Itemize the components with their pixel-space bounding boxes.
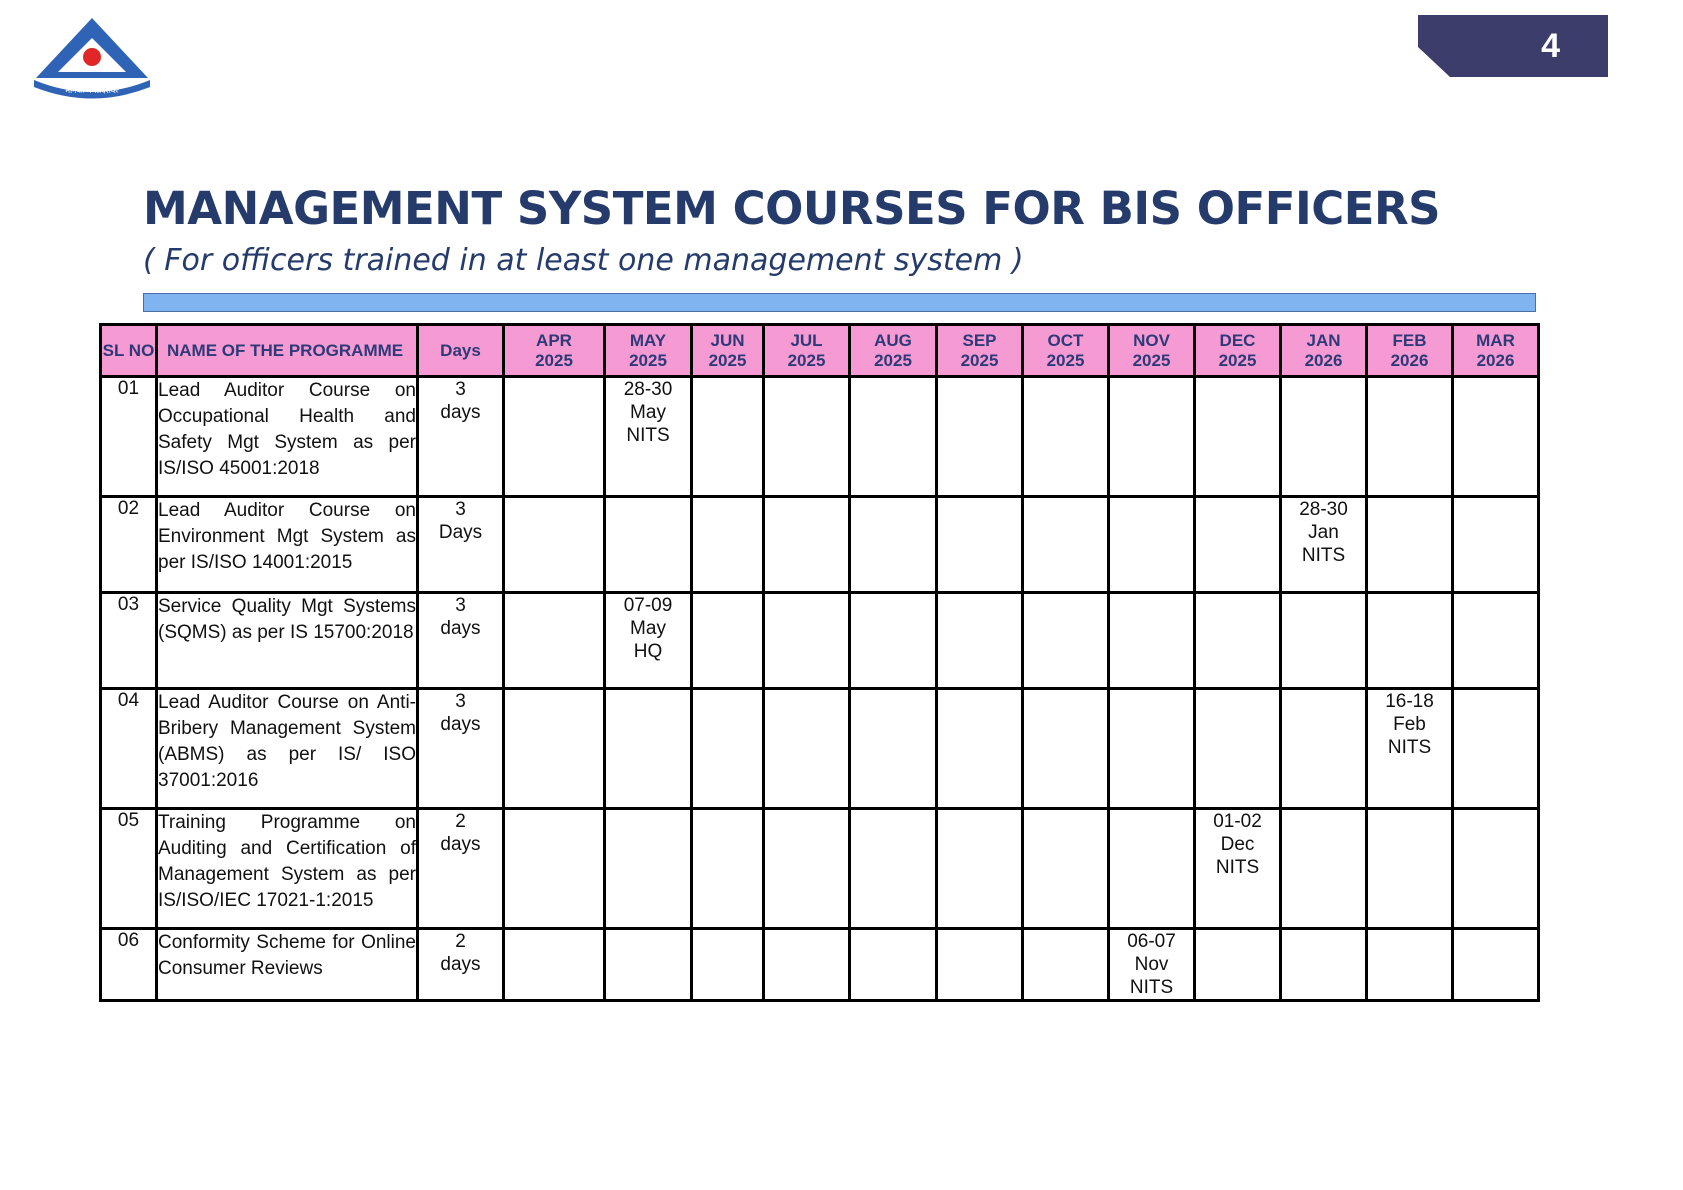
cell-month-apr <box>504 593 605 689</box>
header-month-name: JAN <box>1306 331 1341 350</box>
cell-month-jan <box>1281 497 1367 593</box>
header-month-name: JUN <box>710 331 745 350</box>
schedule-entry-line: May <box>630 618 666 639</box>
cell-month-may <box>605 497 692 593</box>
cell-month-nov <box>1109 593 1195 689</box>
header-month-nov <box>1109 325 1195 377</box>
cell-days-line: days <box>440 954 481 975</box>
schedule-entry-line: May <box>630 402 666 423</box>
cell-month-sep <box>937 377 1023 497</box>
page-number-badge <box>1418 15 1608 77</box>
cell-month-jun <box>692 593 764 689</box>
cell-month-aug <box>850 377 937 497</box>
header-month-year: 2025 <box>1132 351 1171 370</box>
table-row <box>101 593 1539 689</box>
cell-days-line: 3 <box>455 379 466 400</box>
cell-month-aug <box>850 689 937 809</box>
cell-month-dec <box>1195 497 1281 593</box>
cell-month-aug <box>850 929 937 1001</box>
schedule-entry-line: Jan <box>1308 522 1339 543</box>
cell-days-line: 2 <box>455 811 466 832</box>
table-header-row <box>101 325 1539 377</box>
cell-month-nov <box>1109 809 1195 929</box>
cell-month-jun <box>692 929 764 1001</box>
cell-month-dec <box>1195 593 1281 689</box>
cell-month-nov <box>1109 377 1195 497</box>
header-month-aug <box>850 325 937 377</box>
header-month-jan <box>1281 325 1367 377</box>
header-month-oct <box>1023 325 1109 377</box>
cell-month-jan <box>1281 689 1367 809</box>
header-month-name: JUL <box>790 331 823 350</box>
cell-month-oct <box>1023 809 1109 929</box>
header-month-name: FEB <box>1392 331 1427 350</box>
bis-logo <box>30 14 154 100</box>
cell-programme-name: Service Quality Mgt Systems (SQMS) as per IS 15700:2018 <box>157 593 418 689</box>
cell-month-dec <box>1195 929 1281 1001</box>
logo-tagline: मानकः पथप्रदर्शकः <box>65 86 119 95</box>
cell-days-line: Days <box>438 522 483 543</box>
header-days: Days <box>418 325 504 377</box>
cell-days <box>418 809 504 929</box>
cell-month-jun <box>692 809 764 929</box>
header-month-jul <box>764 325 850 377</box>
schedule-entry-line: 28-30 <box>1299 499 1348 520</box>
table-row <box>101 689 1539 809</box>
cell-days-line: days <box>440 714 481 735</box>
header-month-mar <box>1453 325 1539 377</box>
header-month-name: APR <box>536 331 572 350</box>
cell-month-apr <box>504 497 605 593</box>
table-row <box>101 497 1539 593</box>
cell-month-oct <box>1023 497 1109 593</box>
header-month-name: NOV <box>1133 331 1170 350</box>
header-month-year: 2025 <box>1046 351 1085 370</box>
header-month-year: 2025 <box>787 351 826 370</box>
header-month-year: 2025 <box>1218 351 1257 370</box>
cell-month-sep <box>937 809 1023 929</box>
cell-programme-name: Lead Auditor Course on Environment Mgt System as per IS/ISO 14001:2015 <box>157 497 418 593</box>
cell-days <box>418 377 504 497</box>
cell-month-oct <box>1023 689 1109 809</box>
schedule-entry-line: HQ <box>633 641 663 662</box>
cell-days-line: 2 <box>455 931 466 952</box>
cell-days-line: days <box>440 618 481 639</box>
cell-days-line: days <box>440 834 481 855</box>
cell-month-apr <box>504 377 605 497</box>
cell-month-mar <box>1453 689 1539 809</box>
cell-month-aug <box>850 497 937 593</box>
table-row <box>101 929 1539 1001</box>
cell-month-dec <box>1195 809 1281 929</box>
cell-month-sep <box>937 929 1023 1001</box>
schedule-entry-line: Feb <box>1393 714 1426 735</box>
cell-month-nov <box>1109 929 1195 1001</box>
cell-sl-no: 05 <box>101 809 157 929</box>
cell-month-mar <box>1453 377 1539 497</box>
cell-month-feb <box>1367 689 1453 809</box>
cell-month-mar <box>1453 809 1539 929</box>
page-title: MANAGEMENT SYSTEM COURSES FOR BIS OFFICERS <box>143 182 1441 235</box>
cell-programme-name: Lead Auditor Course on Anti-Bribery Management System (ABMS) as per IS/ ISO 37001:2016 <box>157 689 418 809</box>
cell-month-sep <box>937 689 1023 809</box>
cell-month-nov <box>1109 497 1195 593</box>
header-month-dec <box>1195 325 1281 377</box>
header-month-year: 2025 <box>960 351 999 370</box>
schedule-entry-line: NITS <box>1129 977 1174 998</box>
table-row <box>101 809 1539 929</box>
cell-month-aug <box>850 593 937 689</box>
cell-month-dec <box>1195 689 1281 809</box>
cell-month-jul <box>764 689 850 809</box>
schedule-entry-line: 07-09 <box>623 595 673 616</box>
schedule-entry-line: 16-18 <box>1385 691 1434 712</box>
cell-month-oct <box>1023 377 1109 497</box>
cell-month-mar <box>1453 929 1539 1001</box>
cell-month-jan <box>1281 593 1367 689</box>
cell-month-feb <box>1367 497 1453 593</box>
cell-month-apr <box>504 929 605 1001</box>
page-subtitle: ( For officers trained in at least one management system ) <box>143 243 1024 278</box>
header-month-year: 2025 <box>708 351 747 370</box>
cell-month-mar <box>1453 497 1539 593</box>
cell-days-line: days <box>440 402 481 423</box>
cell-month-jun <box>692 497 764 593</box>
header-programme-name: NAME OF THE PROGRAMME <box>157 325 418 377</box>
cell-days-line: 3 <box>455 691 466 712</box>
cell-days-line: 3 <box>455 499 466 520</box>
title-rule-bar <box>143 293 1536 312</box>
cell-month-jul <box>764 377 850 497</box>
cell-sl-no: 02 <box>101 497 157 593</box>
cell-month-sep <box>937 593 1023 689</box>
cell-month-nov <box>1109 689 1195 809</box>
cell-programme-name: Lead Auditor Course on Occupational Health and Safety Mgt System as per IS/ISO 45001:2018 <box>157 377 418 497</box>
header-sl-no: SL NO <box>101 325 157 377</box>
schedule-entry-line: NITS <box>1301 545 1346 566</box>
cell-month-jun <box>692 377 764 497</box>
cell-month-jul <box>764 929 850 1001</box>
cell-days-line: 3 <box>455 595 466 616</box>
cell-month-oct <box>1023 929 1109 1001</box>
cell-sl-no: 06 <box>101 929 157 1001</box>
schedule-entry-line: 01-02 <box>1213 811 1262 832</box>
cell-days <box>418 497 504 593</box>
header-month-year: 2026 <box>1476 351 1515 370</box>
header-month-may <box>605 325 692 377</box>
cell-days <box>418 689 504 809</box>
cell-days <box>418 929 504 1001</box>
schedule-entry-line: Nov <box>1134 954 1169 975</box>
cell-sl-no: 03 <box>101 593 157 689</box>
cell-month-aug <box>850 809 937 929</box>
bis-logo-icon <box>30 14 154 100</box>
header-month-feb <box>1367 325 1453 377</box>
cell-month-may <box>605 593 692 689</box>
cell-month-apr <box>504 689 605 809</box>
schedule-entry-line: NITS <box>1215 857 1260 878</box>
cell-month-jun <box>692 689 764 809</box>
course-schedule-table <box>99 323 1540 1002</box>
cell-days <box>418 593 504 689</box>
table-row <box>101 377 1539 497</box>
header-month-name: DEC <box>1219 331 1256 350</box>
header-month-year: 2025 <box>629 351 667 370</box>
cell-month-jul <box>764 497 850 593</box>
cell-programme-name: Conformity Scheme for Online Consumer Reviews <box>157 929 418 1001</box>
cell-month-may <box>605 809 692 929</box>
cell-month-jan <box>1281 377 1367 497</box>
header-month-name: MAY <box>629 331 667 350</box>
cell-month-feb <box>1367 593 1453 689</box>
header-month-name: OCT <box>1047 331 1084 350</box>
schedule-entry-line: NITS <box>626 425 670 446</box>
cell-programme-name: Training Programme on Auditing and Certification of Management System as per IS/ISO/IEC 17021-1:2015 <box>157 809 418 929</box>
cell-month-may <box>605 929 692 1001</box>
cell-month-may <box>605 377 692 497</box>
cell-month-feb <box>1367 929 1453 1001</box>
header-month-year: 2025 <box>874 351 912 370</box>
header-month-name: AUG <box>874 331 912 350</box>
cell-month-feb <box>1367 809 1453 929</box>
cell-month-apr <box>504 809 605 929</box>
schedule-entry-line: 28-30 <box>623 379 673 400</box>
schedule-entry-line: Dec <box>1220 834 1255 855</box>
cell-sl-no: 01 <box>101 377 157 497</box>
header-month-year: 2026 <box>1304 351 1343 370</box>
header-month-sep <box>937 325 1023 377</box>
schedule-entry-line: NITS <box>1387 737 1432 758</box>
header-month-name: SEP <box>962 331 997 350</box>
cell-month-mar <box>1453 593 1539 689</box>
header-month-apr <box>504 325 605 377</box>
cell-month-sep <box>937 497 1023 593</box>
page-number: 4 <box>1541 27 1560 65</box>
cell-month-feb <box>1367 377 1453 497</box>
cell-month-jul <box>764 593 850 689</box>
cell-month-oct <box>1023 593 1109 689</box>
cell-sl-no: 04 <box>101 689 157 809</box>
header-month-year: 2025 <box>535 351 573 370</box>
header-month-name: MAR <box>1476 331 1515 350</box>
cell-month-dec <box>1195 377 1281 497</box>
cell-month-jul <box>764 809 850 929</box>
cell-month-jan <box>1281 929 1367 1001</box>
cell-month-jan <box>1281 809 1367 929</box>
cell-month-may <box>605 689 692 809</box>
header-month-year: 2026 <box>1390 351 1429 370</box>
schedule-entry-line: 06-07 <box>1127 931 1176 952</box>
header-month-jun <box>692 325 764 377</box>
